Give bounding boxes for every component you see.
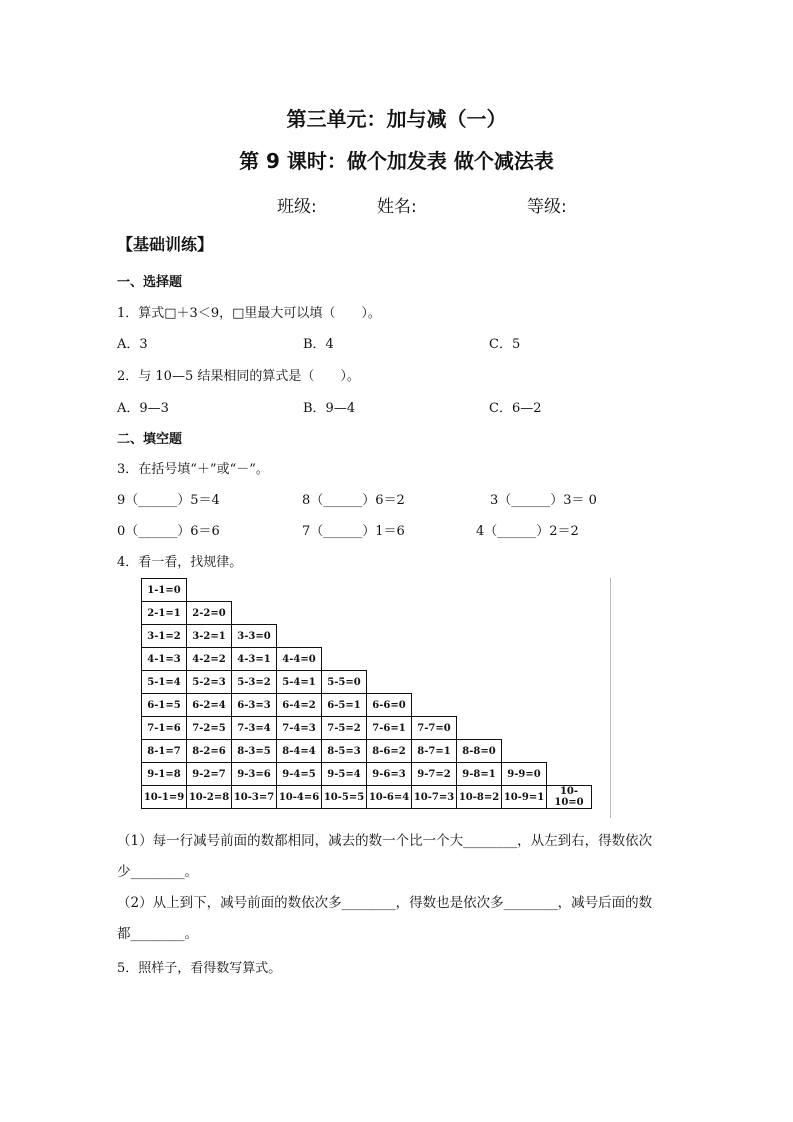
table-cell: 4-1=3: [142, 648, 187, 671]
question-1-option-b: B．4: [303, 337, 334, 352]
question-5-stem: 5．照样子，看得数写算式。: [117, 961, 282, 976]
table-cell: 5-4=1: [277, 671, 322, 694]
section-fill-heading: 二、填空题: [117, 432, 183, 447]
table-cell: 2-2=0: [187, 602, 232, 625]
table-row: [142, 786, 592, 809]
question-4-part-2-line2: 都________。: [117, 926, 198, 942]
table-row: [142, 717, 592, 740]
table-cell: 9-2=7: [187, 763, 232, 786]
table-cell: 8-4=4: [277, 740, 322, 763]
question-2-option-c: C．6—2: [489, 401, 542, 416]
table-cell: 9-4=5: [277, 763, 322, 786]
question-3-item: 9（______）5＝4: [117, 493, 220, 508]
table-cell: 10-10=0: [547, 786, 592, 809]
table-cell: 9-7=2: [412, 763, 457, 786]
name-label: 姓名:: [377, 197, 417, 217]
table-cell: 8-3=5: [232, 740, 277, 763]
table-cell: 10-8=2: [457, 786, 502, 809]
table-row: [142, 740, 592, 763]
table-cell: 9-5=4: [322, 763, 367, 786]
table-cell: 6-5=1: [322, 694, 367, 717]
question-1-option-a: A．3: [117, 337, 148, 352]
table-cell: 7-1=6: [142, 717, 187, 740]
table-row: [142, 625, 592, 648]
table-cell: 8-7=1: [412, 740, 457, 763]
table-cell: 10-9=1: [502, 786, 547, 809]
question-3-item: 0（______）6＝6: [117, 524, 220, 539]
table-cell: 7-4=3: [277, 717, 322, 740]
table-cell: 9-1=8: [142, 763, 187, 786]
question-4-part-2-line1: （2）从上到下，减号前面的数依次多________，得数也是依次多________，减号后面的数: [117, 895, 653, 911]
table-cell: 8-5=3: [322, 740, 367, 763]
question-1-option-c: C．5: [489, 337, 521, 352]
table-row: [142, 648, 592, 671]
table-cell: 10-6=4: [367, 786, 412, 809]
table-cell: 7-6=1: [367, 717, 412, 740]
basic-training-heading: 【基础训练】: [117, 235, 214, 254]
question-1-stem: 1．算式□＋3＜9，□里最大可以填（ ）。: [117, 306, 381, 321]
table-row: [142, 694, 592, 717]
table-cell: 7-7=0: [412, 717, 457, 740]
table-cell: 2-1=1: [142, 602, 187, 625]
table-cell: 7-5=2: [322, 717, 367, 740]
subtraction-table: [141, 578, 592, 809]
question-2-option-b: B．9—4: [303, 401, 356, 416]
table-cell: 10-2=8: [187, 786, 232, 809]
table-cell: 8-1=7: [142, 740, 187, 763]
table-cell: 3-3=0: [232, 625, 277, 648]
lesson-subtitle: 第 9 课时：做个加发表 做个减法表: [239, 149, 554, 173]
table-cell: 3-2=1: [187, 625, 232, 648]
table-cell: 3-1=2: [142, 625, 187, 648]
question-2-option-a: A．9—3: [117, 401, 169, 416]
table-cell: 8-6=2: [367, 740, 412, 763]
question-2-stem: 2．与 10—5 结果相同的算式是（ ）。: [117, 369, 360, 384]
table-cell: 4-2=2: [187, 648, 232, 671]
table-cell: 10-1=9: [142, 786, 187, 809]
table-cell: 10-3=7: [232, 786, 277, 809]
table-cell: 8-2=6: [187, 740, 232, 763]
question-4-part-2: [117, 888, 687, 950]
question-4-part-1-line2: 少________。: [117, 864, 198, 880]
table-cell: 6-6=0: [367, 694, 412, 717]
table-cell: 4-4=0: [277, 648, 322, 671]
question-3-item: 4（______）2＝2: [476, 524, 579, 539]
table-cell: 10-7=3: [412, 786, 457, 809]
question-4-part-1: [117, 826, 687, 888]
table-cell: 7-2=5: [187, 717, 232, 740]
table-cell: 1-1=0: [142, 579, 187, 602]
table-cell: 5-1=4: [142, 671, 187, 694]
table-row: [142, 602, 592, 625]
section-choice-heading: 一、选择题: [117, 275, 183, 290]
table-cell: 9-9=0: [502, 763, 547, 786]
table-cell: 6-3=3: [232, 694, 277, 717]
table-cell: 10-4=6: [277, 786, 322, 809]
question-3-item: 7（______）1＝6: [302, 524, 405, 539]
table-row: [142, 763, 592, 786]
question-4-stem: 4．看一看，找规律。: [117, 555, 243, 570]
question-4-part-1-line1: （1）每一行减号前面的数都相同，减去的数一个比一个大________，从左到右，得数依次: [117, 833, 653, 849]
table-cell: 10-5=5: [322, 786, 367, 809]
table-cell: 4-3=1: [232, 648, 277, 671]
table-cell: 5-5=0: [322, 671, 367, 694]
grade-label: 等级:: [527, 197, 567, 217]
class-label: 班级:: [277, 197, 317, 217]
table-cell: 9-8=1: [457, 763, 502, 786]
table-cell: 5-2=3: [187, 671, 232, 694]
table-row: [142, 671, 592, 694]
question-3-stem: 3．在括号填“＋”或“－”。: [117, 462, 269, 477]
table-cell: 6-2=4: [187, 694, 232, 717]
table-cell: 9-3=6: [232, 763, 277, 786]
table-cell: 7-3=4: [232, 717, 277, 740]
table-frame-line: [610, 578, 611, 818]
question-3-item: 8（______）6＝2: [302, 493, 405, 508]
table-cell: 9-6=3: [367, 763, 412, 786]
question-3-item: 3（______）3＝ 0: [490, 493, 597, 508]
table-cell: 6-4=2: [277, 694, 322, 717]
table-cell: 6-1=5: [142, 694, 187, 717]
table-row: [142, 579, 592, 602]
table-cell: 5-3=2: [232, 671, 277, 694]
page-title: 第三单元：加与减（一）: [286, 107, 507, 131]
table-cell: 8-8=0: [457, 740, 502, 763]
